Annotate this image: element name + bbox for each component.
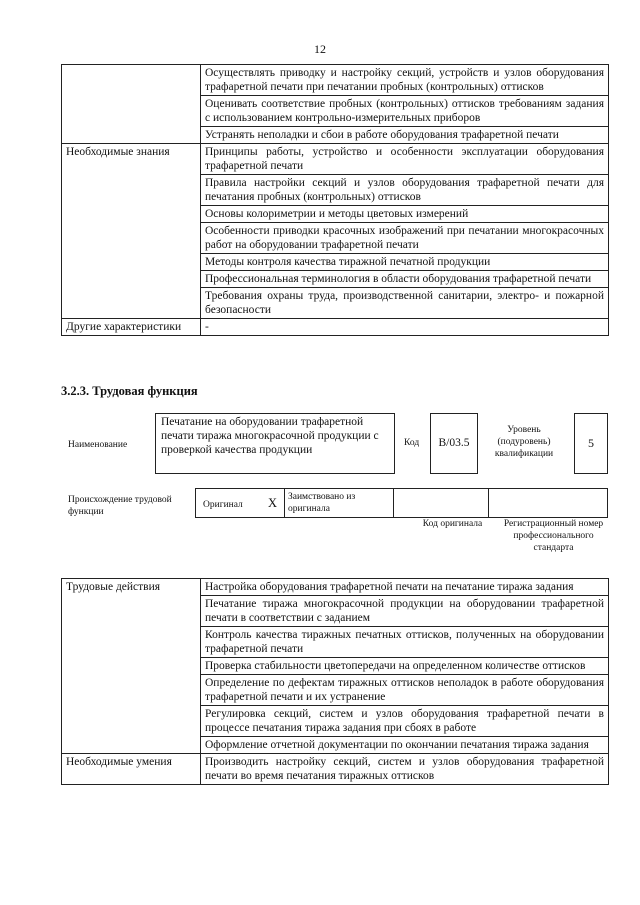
row-label: Трудовые действия [62,579,201,754]
row-text: Методы контроля качества тиражной печатной продукции [201,254,609,271]
table-row [62,754,609,785]
row-label [62,65,201,144]
row-text: Осуществлять приводку и настройку секций, устройств и узлов оборудования трафаретной печати при печатании пробных (контрольных) оттисков [201,65,609,96]
original-label: Оригинал [203,500,243,510]
row-text: Определение по дефектам тиражных оттисков неполадок в работе оборудования трафаретной печати и их устранение [201,675,609,706]
section-title: 3.2.3. Трудовая функция [61,384,198,398]
borrowed-label: Заимствовано из оригинала [288,492,356,514]
row-label: Другие характеристики [62,319,201,336]
divider [393,488,394,518]
row-text: Проверка стабильности цветопередачи на определенном количестве оттисков [201,658,609,675]
table-row [62,65,609,96]
original-mark: X [268,496,278,510]
name-label: Наименование [68,440,128,450]
origin-row [195,488,608,518]
table-row [62,144,609,175]
divider [488,488,489,518]
row-label: Необходимые знания [62,144,201,319]
row-text: Оформление отчетной документации по окончании печатания тиража задания [201,737,609,754]
level-label: Уровень (подуровень) квалификации [494,425,554,459]
table-row [62,579,609,596]
code-label: Код [404,438,420,448]
row-text: Особенности приводки красочных изображений при печатании многокрасочных работ на оборудовании трафаретной печати [201,223,609,254]
table-row [62,319,609,336]
row-text: Основы колориметрии и методы цветовых измерений [201,206,609,223]
row-text: Требования охраны труда, производственной санитарии, электро- и пожарной безопасности [201,288,609,319]
page-number: 12 [314,42,326,56]
row-label: Необходимые умения [62,754,201,785]
row-text: Регулировка секций, систем и узлов оборудования трафаретной печати в процессе печатания тиража задания при сбоях в работе [201,706,609,737]
row-text: Оценивать соответствие пробных (контрольных) оттисков требованиям задания с использованием контрольно-измерительных приборов [201,96,609,127]
code-original-label: Код оригинала [422,519,483,529]
function-name: Печатание на оборудовании трафаретной печати тиража многокрасочной продукции с проверкой качества продукции [155,413,395,474]
origin-label: Происхождение трудовой функции [68,495,172,517]
requirements-table [61,64,609,336]
row-text: Настройка оборудования трафаретной печати на печатание тиража задания [201,579,609,596]
row-text: - [201,319,609,336]
code-value: B/03.5 [430,413,478,474]
row-text: Устранять неполадки и сбои в работе оборудования трафаретной печати [201,127,609,144]
level-value: 5 [574,413,608,474]
row-text: Печатание тиража многокрасочной продукции на оборудовании трафаретной печати в соответствии с заданием [201,596,609,627]
actions-table [61,578,609,785]
row-text: Контроль качества тиражных печатных оттисков, полученных на оборудовании трафаретной печати [201,627,609,658]
row-text: Правила настройки секций и узлов оборудования трафаретной печати для печатания пробных (контрольных) оттисков [201,175,609,206]
divider [284,488,285,518]
row-text: Принципы работы, устройство и особенности эксплуатации оборудования трафаретной печати [201,144,609,175]
row-text: Производить настройку секций, систем и узлов оборудования трафаретной печати во время печатания тиражных оттисков [201,754,609,785]
row-text: Профессиональная терминология в области оборудования трафаретной печати [201,271,609,288]
reg-number-label: Регистрационный номер профессионального стандарта [503,519,604,553]
